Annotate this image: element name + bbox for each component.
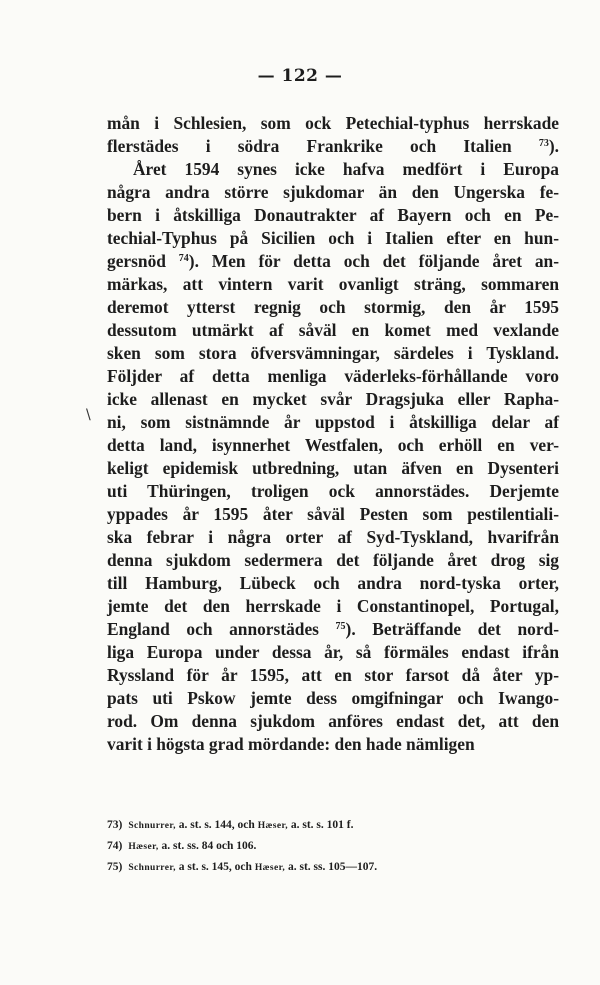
footnote-reference: 73 [538, 138, 549, 149]
footnote-reference: 74 [178, 253, 189, 264]
line-text: ni, som sistnämnde år uppstod i åtskilliga delar af [107, 412, 559, 432]
text-line [107, 710, 559, 733]
line-text: icke allenast en mycket svår Dragsjuka eller Rapha- [107, 389, 559, 409]
line-text: några andra större sjukdomar än den Ungerska fe- [107, 182, 559, 202]
main-text [107, 112, 559, 756]
text-line [107, 687, 559, 710]
line-text: uti Thüringen, troligen ock annorstädes. Derjemte [107, 481, 559, 501]
line-text: bern i åtskilliga Donautrakter af Bayern och en Pe- [107, 205, 559, 225]
line-text: jemte det den herrskade i Constantinopel, Portugal, [107, 596, 559, 616]
line-text-continued: ). Beträffande det nord- [345, 619, 559, 639]
footnote-author: Schnurrer, [128, 821, 176, 831]
line-text: rod. Om denna sjukdom anföres endast det, att den [107, 711, 559, 731]
text-line [107, 733, 559, 756]
footnote-number: 73) [107, 819, 123, 831]
text-line [107, 480, 559, 503]
line-text: liga Europa under dessa år, så förmäles endast ifrån [107, 642, 559, 662]
line-text: till Hamburg, Lübeck och andra nord-tyska orter, [107, 573, 559, 593]
line-text: techial-Typhus på Sicilien och i Italien efter en hun- [107, 228, 559, 248]
footnote-author: Schnurrer, [128, 863, 176, 873]
footnote-author: Hæser, [257, 821, 288, 831]
line-text-continued: ). [548, 136, 559, 156]
text-line [107, 319, 559, 342]
text-line [107, 250, 559, 273]
line-text-continued: ). Men för detta och det följande året an- [188, 251, 559, 271]
text-line [107, 664, 559, 687]
text-line [107, 618, 559, 641]
line-text: varit i högsta grad mördande: den hade nämligen [107, 734, 475, 754]
footnote-reference-text: a. st. ss. 84 och 106. [158, 840, 257, 852]
text-line [107, 526, 559, 549]
line-text: pats uti Pskow jemte dess omgifningar och Iwango- [107, 688, 559, 708]
text-line [107, 411, 559, 434]
line-text: England och annorstädes [107, 619, 336, 639]
margin-mark: \ [86, 407, 91, 423]
line-text: keligt epidemisk utbredning, utan äfven en Dysenteri [107, 458, 559, 478]
page-number-header: — 122 — [257, 66, 343, 86]
text-line [107, 135, 559, 158]
line-text: denna sjukdom sedermera det följande året drog sig [107, 550, 559, 570]
footnotes [107, 815, 559, 878]
text-line [107, 503, 559, 526]
text-line [107, 572, 559, 595]
footnote-reference-text: a st. s. 145, och [175, 861, 255, 873]
line-text: deremot ytterst regnig och stormig, den år 1595 [107, 297, 559, 317]
text-line [107, 296, 559, 319]
text-line [107, 112, 559, 135]
text-line [107, 641, 559, 664]
line-text: Året 1594 synes icke hafva medfört i Europa [133, 159, 559, 179]
footnote [107, 815, 559, 836]
text-line [107, 342, 559, 365]
footnote-reference-text: a. st. s. 144, och [175, 819, 258, 831]
footnote-author: Hæser, [254, 863, 286, 873]
footnote-reference: 75 [335, 621, 346, 632]
line-text: Följder af detta menliga väderleks-förhållande voro [107, 366, 559, 386]
text-line [107, 457, 559, 480]
line-text: mån i Schlesien, som ock Petechial-typhus herrskade [107, 113, 559, 133]
line-text: flerstädes i södra Frankrike och Italien [107, 136, 539, 156]
text-line [107, 434, 559, 457]
footnote-reference-text: a. st. ss. 105—107. [285, 861, 378, 873]
line-text: detta land, isynnerhet Westfalen, och erhöll en ver- [107, 435, 559, 455]
footnote-number: 75) [107, 861, 123, 873]
line-text: yppades år 1595 åter såväl Pesten som pestilentiali- [107, 504, 559, 524]
text-line [107, 227, 559, 250]
line-text: märkas, att vintern varit ovanligt sträng, sommaren [107, 274, 559, 294]
line-text: sken som stora öfversvämningar, särdeles i Tyskland. [107, 343, 559, 363]
text-line [107, 273, 559, 296]
text-line [107, 158, 559, 181]
text-line [107, 388, 559, 411]
text-line [107, 549, 559, 572]
line-text: ska febrar i några orter af Syd-Tyskland, hvarifrån [107, 527, 559, 547]
line-text: dessutom utmärkt af såväl en komet med vexlande [107, 320, 559, 340]
text-line [107, 181, 559, 204]
line-text: gersnöd [107, 251, 179, 271]
footnote [107, 857, 559, 878]
footnote-author: Hæser, [128, 842, 159, 852]
line-text: Ryssland för år 1595, att en stor farsot då åter yp- [107, 665, 559, 685]
text-line [107, 365, 559, 388]
text-line [107, 204, 559, 227]
footnote [107, 836, 559, 857]
footnote-number: 74) [107, 840, 123, 852]
text-line [107, 595, 559, 618]
footnote-reference-text: a. st. s. 101 f. [287, 819, 354, 831]
